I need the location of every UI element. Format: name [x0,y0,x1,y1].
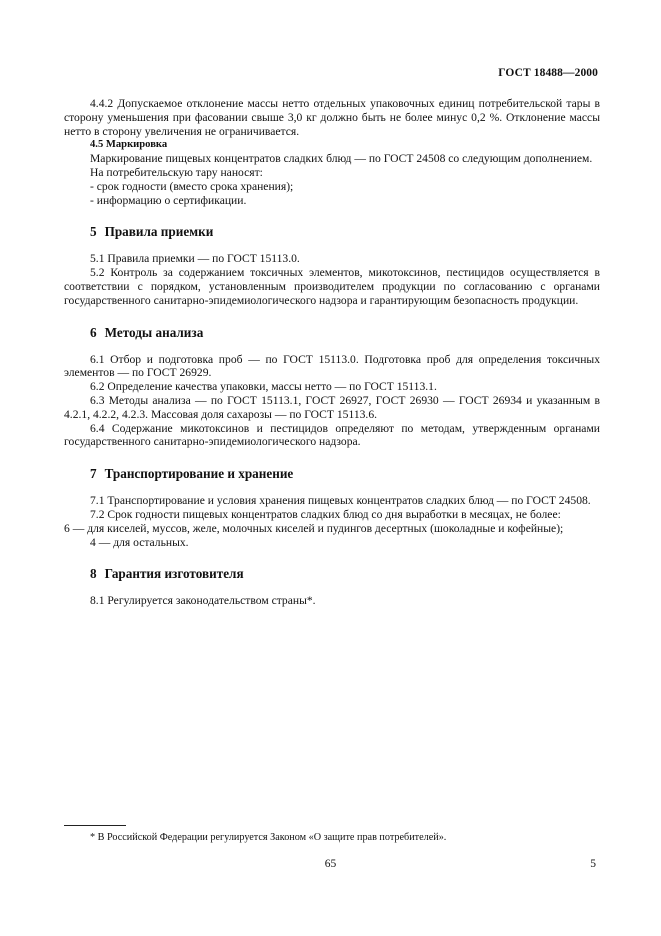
page-number: 65 [324,858,337,870]
subsection-4-5-title: 4.5 Маркировка [90,139,168,151]
paragraph-4-4-2: 4.4.2 Допускаемое отклонение массы нетто отдельных упаковочных единиц потребительской тары в сторону уменьшения при фасовании свыше 3,0 кг должно быть не более минус 0,2 %. Отклонение массы нетто в сторону увеличения не ограничивается. [64,97,600,138]
section-5-number: 5 [90,224,97,240]
paragraph-5-2: 5.2 Контроль за содержанием токсичных элементов, микотоксинов, пестицидов осуществляется в соответствии с порядком, установленным производителем продукции по согласованию с органами государственного санитарно-эпидемиологического надзора и гарантирующим безопасность продукции. [64,266,600,307]
sheet-number: 5 [590,858,596,870]
section-7-title: Транспортирование и хранение [104,466,294,482]
paragraph-5-1: 5.1 Правила приемки — по ГОСТ 15113.0. [90,252,300,266]
paragraph-4-5-applied: На потребительскую тару наносят: [90,165,263,179]
paragraph-7-2-item-4: 4 — для остальных. [90,535,189,549]
paragraph-7-2-item-6: 6 — для киселей, муссов, желе, молочных киселей и пудингов десертных (шоколадные и кофейные); [64,521,564,535]
section-6-number: 6 [90,324,97,340]
document-body [64,97,600,608]
section-8-number: 8 [90,566,97,582]
section-6-heading [64,325,600,341]
section-5-heading [64,224,600,240]
section-8-title: Гарантия изготовителя [104,566,244,582]
paragraph-6-1: 6.1 Отбор и подготовка проб — по ГОСТ 15113.0. Подготовка проб для определения токсичных элементов — по ГОСТ 26929. [64,352,600,380]
list-item: - информацию о сертификации. [90,193,247,207]
section-7-heading [64,466,600,482]
footnote-divider [64,825,126,826]
paragraph-6-4: 6.4 Содержание микотоксинов и пестицидов определяют по методам, утвержденным органами государственного санитарно-эпидемиологического надзора. [64,421,600,449]
section-6-title: Методы анализа [104,324,204,340]
footnote: * В Российской Федерации регулируется Законом «О защите прав потребителей». [90,832,447,843]
section-8-heading [64,566,600,582]
list-item: - срок годности (вместо срока хранения); [90,179,294,193]
document-code: ГОСТ 18488—2000 [498,67,598,79]
paragraph-6-3: 6.3 Методы анализа — по ГОСТ 15113.1, ГОСТ 26927, ГОСТ 26930 — ГОСТ 26934 и указанным в 4.2.1, 4.2.2, 4.2.3. Массовая доля сахарозы — по ГОСТ 15113.6. [64,393,600,421]
paragraph-8-1: 8.1 Регулируется законодательством страны*. [90,594,316,608]
paragraph-7-2: 7.2 Срок годности пищевых концентратов сладких блюд со дня выработки в месяцах, не более: [90,507,561,521]
section-5-title: Правила приемки [104,224,214,240]
paragraph-4-5-marking: Маркирование пищевых концентратов сладких блюд — по ГОСТ 24508 со следующим дополнением. [90,152,593,166]
section-7-number: 7 [90,466,97,482]
paragraph-7-1: 7.1 Транспортирование и условия хранения пищевых концентратов сладких блюд — по ГОСТ 24508. [90,494,591,508]
paragraph-6-2: 6.2 Определение качества упаковки, массы нетто — по ГОСТ 15113.1. [90,380,437,394]
